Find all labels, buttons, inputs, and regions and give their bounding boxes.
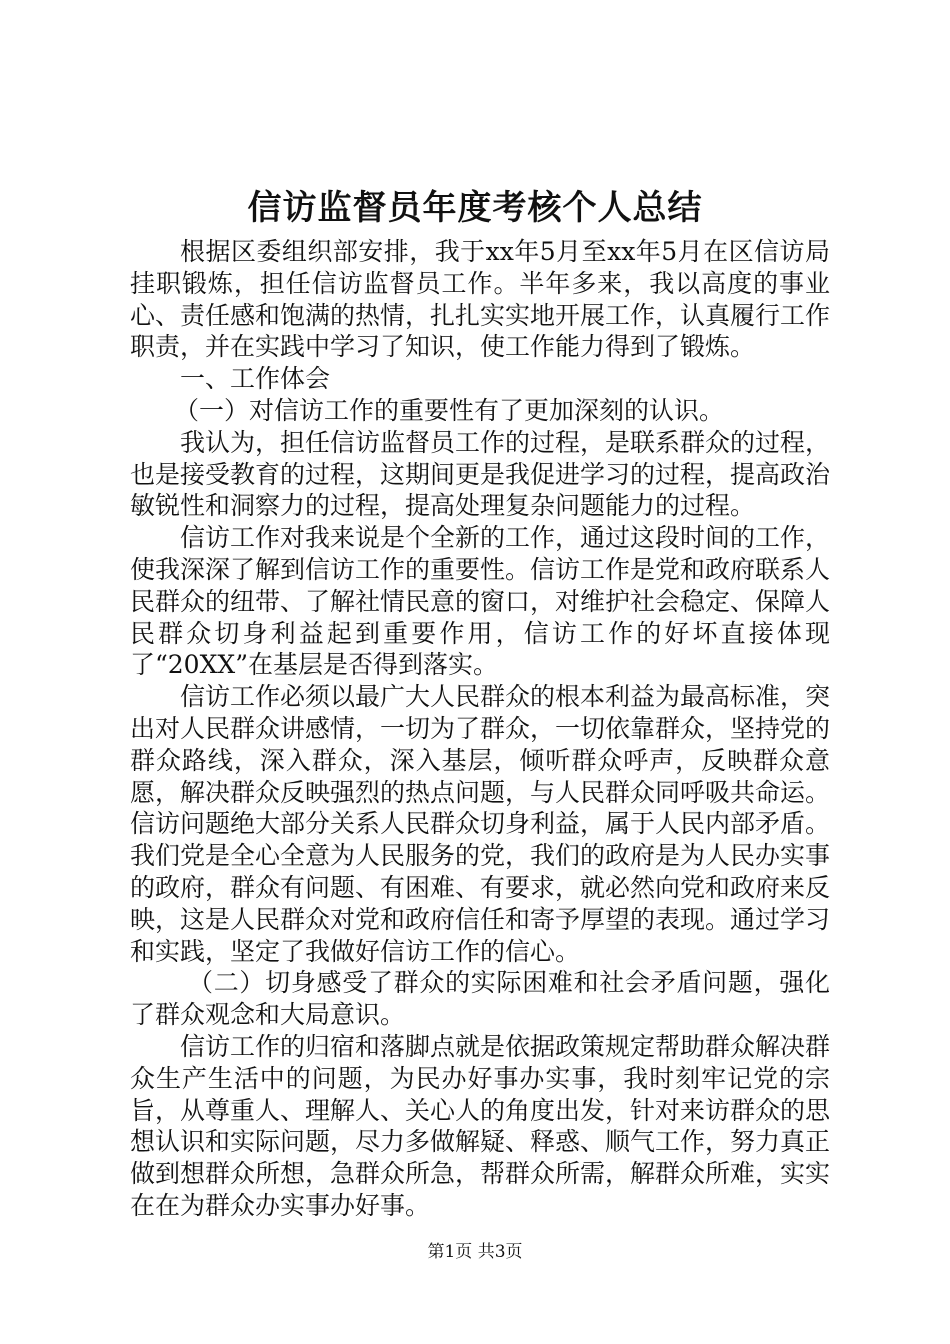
- page-footer: 第1页 共3页: [427, 1242, 523, 1262]
- subsection-heading-1: （一）对信访工作的重要性有了更加深刻的认识。: [174, 395, 725, 425]
- document-title: 信访监督员年度考核个人总结: [247, 188, 703, 228]
- paragraph-purpose: 信访工作的归宿和落脚点就是依据政策规定帮助群众解决群众生产生活中的问题，为民办好事办实事，我时刻牢记党的宗旨，从尊重人、理解人、关心人的角度出发，针对来访群众的思想认识和实际问题，尽力多做解疑、释惑、顺气工作，努力真正做到想群众所想，急群众所急，帮群众所需，解群众所难，实实在在为群众办实事办好事。: [130, 1031, 831, 1220]
- paragraph-masses-interest: 信访工作必须以最广大人民群众的根本利益为最高标准，突出对人民群众讲感情，一切为了群众，一切依靠群众，坚持党的群众路线，深入群众，深入基层，倾听群众呼声，反映群众意愿，解决群众反映强烈的热点问题，与人民群众同呼吸共命运。信访问题绝大部分关系人民群众切身利益，属于人民内部矛盾。我们党是全心全意为人民服务的党，我们的政府是为人民办实事的政府，群众有问题、有困难、有要求，就必然向党和政府来反映，这是人民群众对党和政府信任和寄予厚望的表现。通过学习和实践，坚定了我做好信访工作的信心。: [130, 682, 831, 966]
- paragraph-understanding: 我认为，担任信访监督员工作的过程，是联系群众的过程，也是接受教育的过程，这期间更是我促进学习的过程，提高政治敏锐性和洞察力的过程，提高处理复杂问题能力的过程。: [130, 427, 831, 521]
- section-heading-work-experience: 一、工作体会: [180, 364, 331, 394]
- subsection-heading-2: （二）切身感受了群众的实际困难和社会矛盾问题，强化了群众观念和大局意识。: [130, 968, 830, 1030]
- paragraph-importance: 信访工作对我来说是个全新的工作，通过这段时间的工作，使我深深了解到信访工作的重要性。信访工作是党和政府联系人民群众的纽带、了解社情民意的窗口，对维护社会稳定、保障人民群众切身利益起到重要作用，信访工作的好坏直接体现了“20XX”在基层是否得到落实。: [130, 523, 831, 680]
- paragraph-intro: 根据区委组织部安排，我于xx年5月至xx年5月在区信访局挂职锻炼，担任信访监督员工作。半年多来，我以高度的事业心、责任感和饱满的热情，扎扎实实地开展工作，认真履行工作职责，并在实践中学习了知识，使工作能力得到了锻炼。: [130, 237, 831, 362]
- document-body: [130, 236, 830, 1222]
